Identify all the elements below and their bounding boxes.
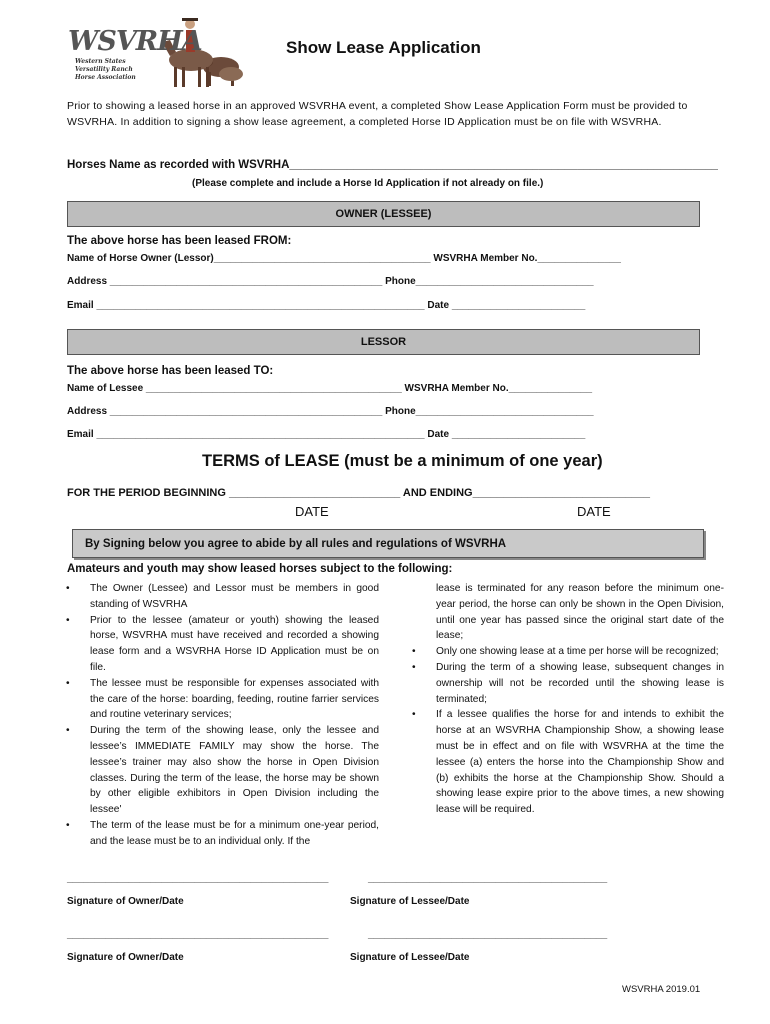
lessee-name-row[interactable]: Name of Lessee ______________________________________________ WSVRHA Member No._______________ xyxy=(67,383,593,394)
page-title: Show Lease Application xyxy=(286,38,481,57)
rule-continued: lease is terminated for any reason before the minimum one-year period, the horse can only be shown in the Open Division, until one year has passed since the original start date of the lease; xyxy=(436,583,724,642)
form-version: WSVRHA 2019.01 xyxy=(622,984,701,995)
rule-item: • During the term of a showing lease, subsequent changes in ownership will not be recorded until the showing lease is terminated; xyxy=(412,661,724,705)
rules-right-column xyxy=(412,581,724,818)
rule-item: • Prior to the lessee (amateur or youth) showing the leased horse, WSVRHA must have received and recorded a showing lease form and a WSVRHA Horse ID Application must be on file. xyxy=(66,614,379,673)
leased-to-heading: The above horse has been leased TO: xyxy=(67,365,274,377)
lessee-signature-line-2[interactable]: ___________________________________________ xyxy=(368,929,608,940)
owner-name-row[interactable]: Name of Horse Owner (Lessor)_______________________________________ WSVRHA Member No._______________ xyxy=(67,253,621,264)
lessee-email-row[interactable]: Email ___________________________________________________________ Date ________________________ xyxy=(67,429,586,440)
lease-period-row[interactable]: FOR THE PERIOD BEGINNING ____________________________ AND ENDING_____________________________ xyxy=(67,487,650,499)
owner-signature-label-1: Signature of Owner/Date xyxy=(67,896,184,907)
terms-title: TERMS of LEASE (must be a minimum of one year) xyxy=(202,452,603,470)
horse-name-field[interactable]: Horses Name as recorded with WSVRHA___________________________________________________________________ xyxy=(67,159,718,171)
owner-address-row[interactable]: Address _________________________________________________ Phone________________________________ xyxy=(67,276,594,287)
owner-signature-label-2: Signature of Owner/Date xyxy=(67,952,184,963)
owner-signature-line-2[interactable]: _______________________________________________ xyxy=(67,929,329,940)
end-date-label: DATE xyxy=(577,504,611,519)
rule-item: • Only one showing lease at a time per horse will be recognized; xyxy=(412,646,719,658)
lessee-signature-label-2: Signature of Lessee/Date xyxy=(350,952,470,963)
rules-heading: Amateurs and youth may show leased horses subject to the following: xyxy=(67,563,453,575)
rule-item: • The lessee must be responsible for expenses associated with the care of the horse: boarding, feeding, routine farrier services and routine veterinary services; xyxy=(66,677,379,721)
rule-item: • If a lessee qualifies the horse for and intends to exhibit the horse at an WSVRHA Championship Show, a showing lease must be in effect and on file with WSVRHA at the time the lessee (a) enters the horse into the Championship Show and (b) exhibits the horse at the Championship Show. Should a showing lease expire prior to the above times, a new showing lease will be required. xyxy=(412,709,724,816)
agreement-banner: By Signing below you agree to abide by all rules and regulations of WSVRHA xyxy=(72,529,704,558)
owner-signature-line-1[interactable]: _______________________________________________ xyxy=(67,873,329,884)
leased-from-heading: The above horse has been leased FROM: xyxy=(67,235,292,247)
wsvrha-logo xyxy=(66,12,244,92)
rule-item: • The term of the lease must be for a minimum one-year period, and the lease must be to an individual only. If the xyxy=(66,819,379,847)
horse-id-note: (Please complete and include a Horse Id Application if not already on file.) xyxy=(192,178,544,189)
lessee-signature-line-1[interactable]: ___________________________________________ xyxy=(368,873,608,884)
intro-text: Prior to showing a leased horse in an approved WSVRHA event, a completed Show Lease Application Form must be provided to WSVRHA. In addition to signing a show lease agreement, a completed Horse ID Application must be on file with WSVRHA. xyxy=(67,100,688,128)
logo-text: WSVRHA xyxy=(68,26,202,57)
lessee-address-row[interactable]: Address _________________________________________________ Phone________________________________ xyxy=(67,406,594,417)
logo-subtitle: Western States Versatility Ranch Horse Association xyxy=(75,58,136,81)
rule-item: • During the term of the showing lease, only the lessee and lessee’s IMMEDIATE FAMILY may show the horse. The lessee’s trainer may also show the horse in Open Division classes. During the term of the lease, the horse may be shown by other eligible exhibitors in Open Division including the lessee' xyxy=(66,725,379,816)
owner-section-heading: OWNER (LESSEE) xyxy=(67,201,700,227)
owner-email-row[interactable]: Email ___________________________________________________________ Date ________________________ xyxy=(67,300,586,311)
rule-item: • The Owner (Lessee) and Lessor must be members in good standing of WSVRHA xyxy=(66,583,379,610)
rules-left-column xyxy=(66,581,379,850)
lessor-section-heading: LESSOR xyxy=(67,329,700,355)
begin-date-label: DATE xyxy=(295,504,329,519)
lessee-signature-label-1: Signature of Lessee/Date xyxy=(350,896,470,907)
